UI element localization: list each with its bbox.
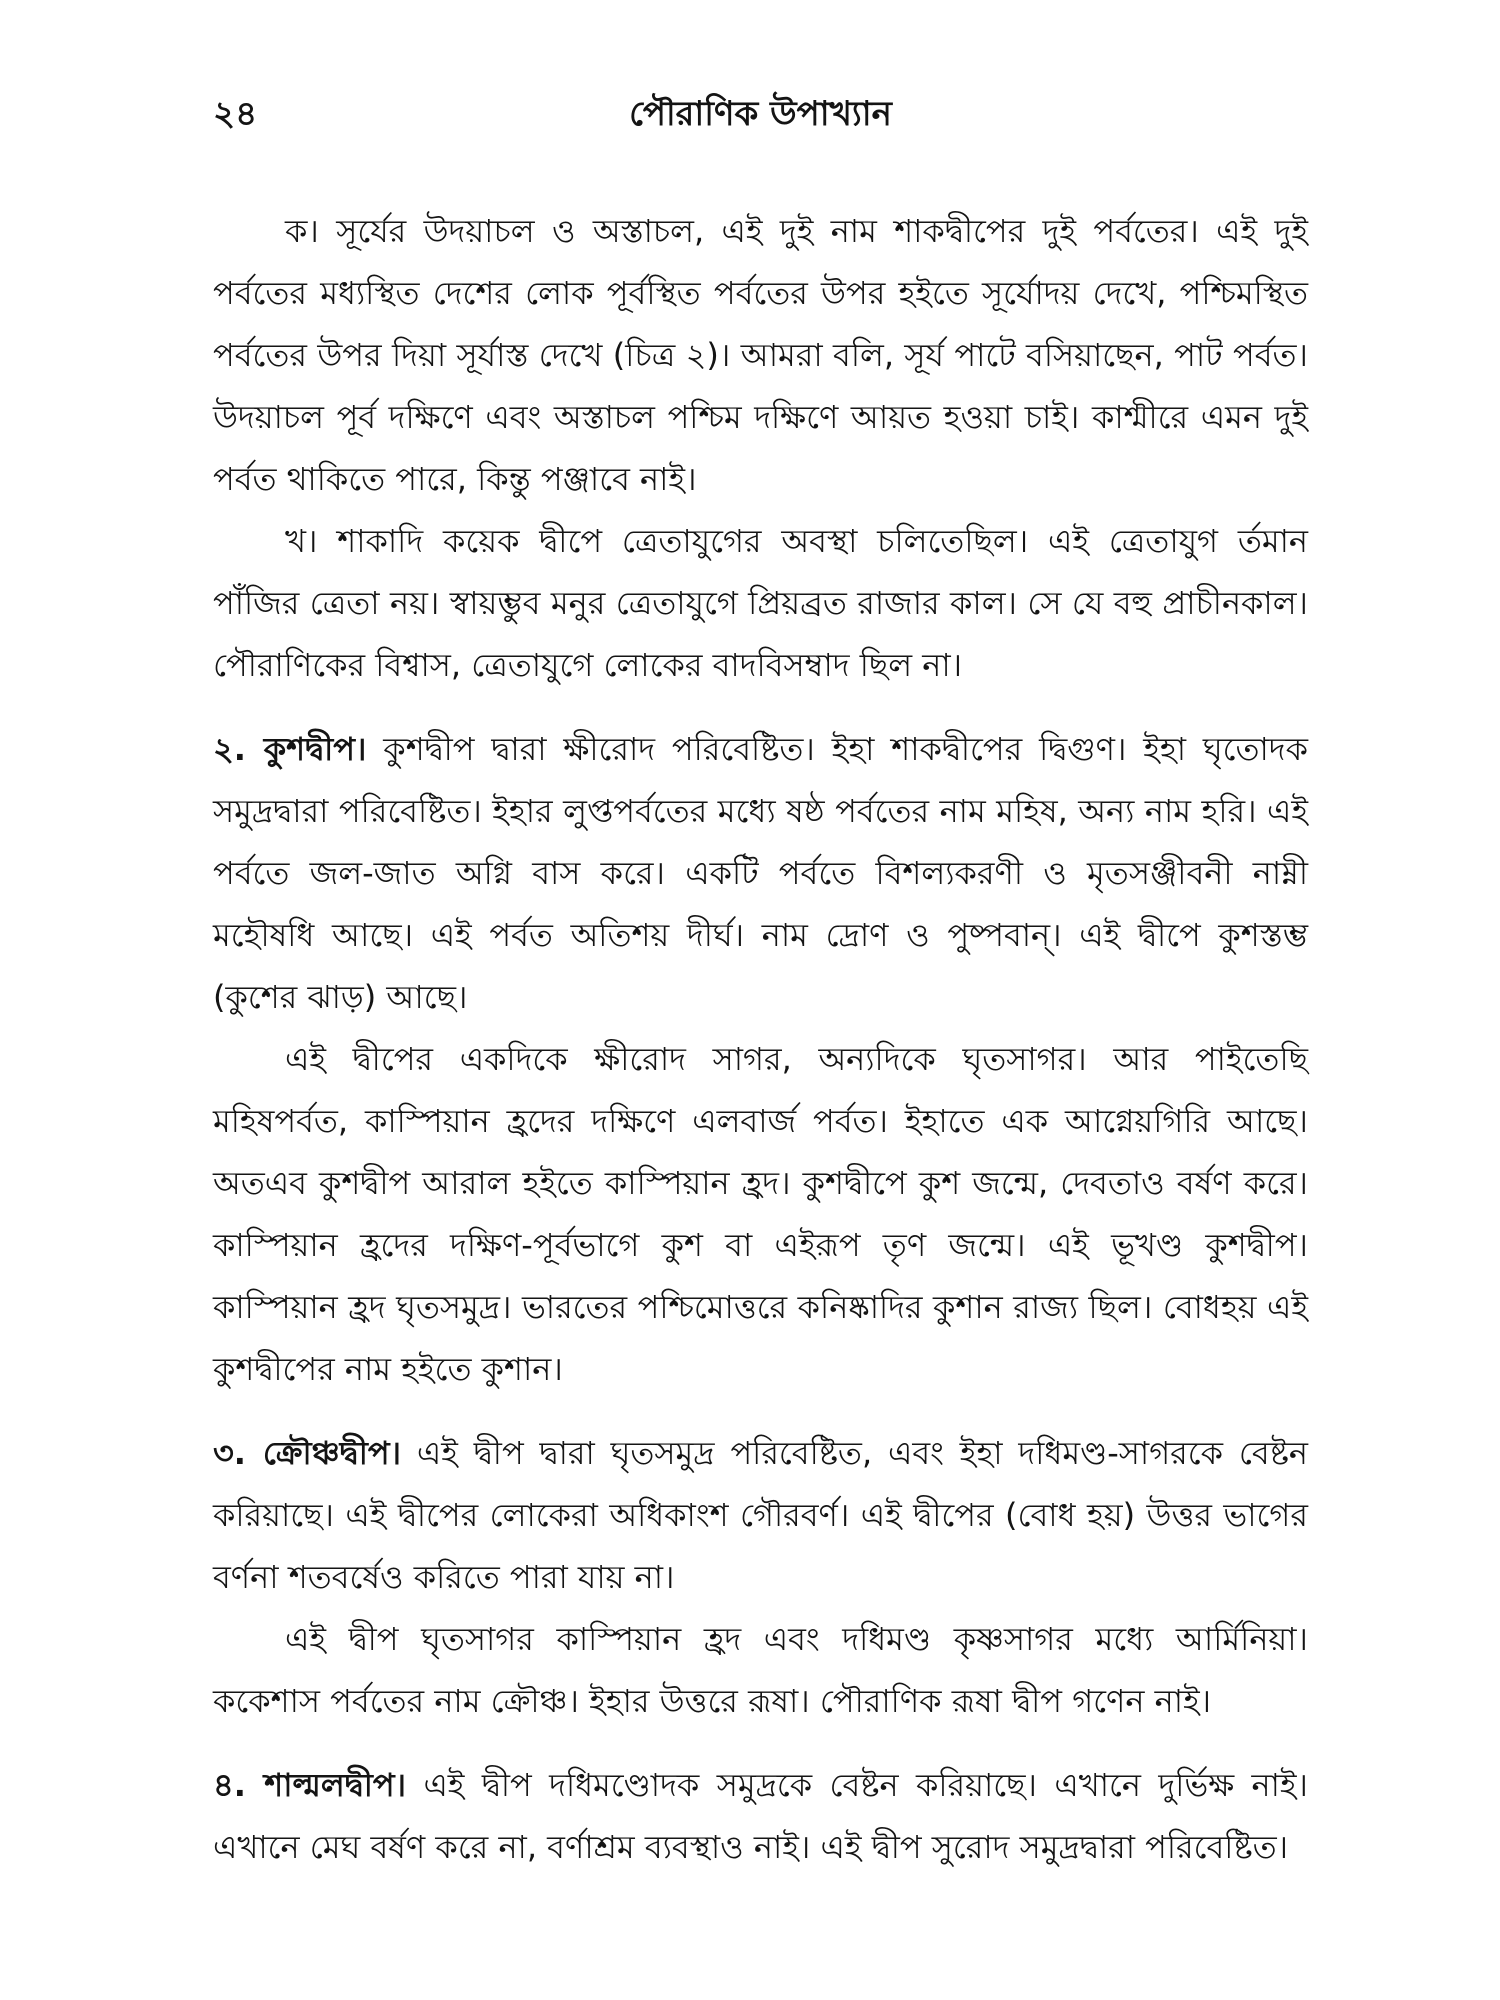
body-text	[213, 200, 1308, 1878]
book-title: পৌরাণিক উপাখ্যান	[629, 94, 892, 134]
section-heading-kraunchadwip: ৩. ক্রৌঞ্চদ্বীপ।	[213, 1434, 402, 1472]
paragraph-ka: ক। সূর্যের উদয়াচল ও অস্তাচল, এই দুই নাম শাকদ্বীপের দুই পর্বতের। এই দুই পর্বতের মধ্যস্থিত দেশের লোক পূর্বস্থিত পর্বতের উপর হইতে সূর্যোদয় দেখে, পশ্চিমস্থিত পর্বতের উপর দিয়া সূর্যাস্ত দেখে (চিত্র ২)। আমরা বলি, সূর্য পাটে বসিয়াছেন, পাট পর্বত। উদয়াচল পূর্ব দক্ষিণে এবং অস্তাচল পশ্চিম দক্ষিণে আয়ত হওয়া চাই। কাশ্মীরে এমন দুই পর্বত থাকিতে পারে, কিন্তু পঞ্জাবে নাই।	[213, 212, 1308, 498]
paragraph-kushadwip-2: এই দ্বীপের একদিকে ক্ষীরোদ সাগর, অন্যদিকে ঘৃতসাগর। আর পাইতেছি মহিষপর্বত, কাস্পিয়ান হ্রদের দক্ষিণে এলবার্জ পর্বত। ইহাতে এক আগ্নেয়গিরি আছে। অতএব কুশদ্বীপ আরাল হইতে কাস্পিয়ান হ্রদ। কুশদ্বীপে কুশ জন্মে, দেবতাও বর্ষণ করে। কাস্পিয়ান হ্রদের দক্ষিণ-পূর্বভাগে কুশ বা এইরূপ তৃণ জন্মে। এই ভূখণ্ড কুশদ্বীপ। কাস্পিয়ান হ্রদ ঘৃতসমুদ্র। ভারতের পশ্চিমোত্তরে কনিষ্কাদির কুশান রাজ্য ছিল। বোধহয় এই কুশদ্বীপের নাম হইতে কুশান।	[213, 1040, 1308, 1388]
section-text-kushadwip: কুশদ্বীপ দ্বারা ক্ষীরোদ পরিবেষ্টিত। ইহা শাকদ্বীপের দ্বিগুণ। ইহা ঘৃতোদক সমুদ্রদ্বারা পরিবেষ্টিত। ইহার লুপ্তপর্বতের মধ্যে ষষ্ঠ পর্বতের নাম মহিষ, অন্য নাম হরি। এই পর্বতে জল-জাত অগ্নি বাস করে। একটি পর্বতে বিশল্যকরণী ও মৃতসঞ্জীবনী নাম্নী মহৌষধি আছে। এই পর্বত অতিশয় দীর্ঘ। নাম দ্রোণ ও পুষ্পবান্। এই দ্বীপে কুশস্তম্ভ (কুশের ঝাড়) আছে।	[213, 730, 1308, 1016]
paragraph-kha: খ। শাকাদি কয়েক দ্বীপে ত্রেতাযুগের অবস্থা চলিতেছিল। এই ত্রেতাযুগ র্তমান পাঁজির ত্রেতা নয়। স্বায়ম্ভুব মনুর ত্রেতাযুগে প্রিয়ব্রত রাজার কাল। সে যে বহু প্রাচীনকাল। পৌরাণিকের বিশ্বাস, ত্রেতাযুগে লোকের বাদবিসম্বাদ ছিল না।	[213, 522, 1308, 684]
section-text-kraunchadwip: এই দ্বীপ দ্বারা ঘৃতসমুদ্র পরিবেষ্টিত, এবং ইহা দধিমণ্ড-সাগরকে বেষ্টন করিয়াছে। এই দ্বীপের লোকেরা অধিকাংশ গৌরবর্ণ। এই দ্বীপের (বোধ হয়) উত্তর ভাগের বর্ণনা শতবর্ষেও করিতে পারা যায় না।	[213, 1434, 1308, 1596]
section-text-shalmaladwip: এই দ্বীপ দধিমণ্ডোদক সমুদ্রকে বেষ্টন করিয়াছে। এখানে দুর্ভিক্ষ নাই। এখানে মেঘ বর্ষণ করে না, বর্ণাশ্রম ব্যবস্থাও নাই। এই দ্বীপ সুরোদ সমুদ্রদ্বারা পরিবেষ্টিত।	[213, 1766, 1308, 1866]
section-heading-kushadwip: ২. কুশদ্বীপ।	[213, 730, 367, 768]
paragraph-kraunchadwip-2: এই দ্বীপ ঘৃতসাগর কাস্পিয়ান হ্রদ এবং দধিমণ্ড কৃষ্ণসাগর মধ্যে আর্মিনিয়া। ককেশাস পর্বতের নাম ক্রৌঞ্চ। ইহার উত্তরে রূষা। পৌরাণিক রূষা দ্বীপ গণেন নাই।	[213, 1620, 1308, 1720]
section-kushadwip	[213, 718, 1308, 1028]
section-heading-shalmaladwip: ৪. শাল্মলদ্বীপ।	[213, 1766, 407, 1804]
section-kraunchadwip	[213, 1422, 1308, 1608]
page-number: ২৪	[213, 94, 258, 134]
section-shalmaladwip	[213, 1754, 1308, 1878]
running-head	[213, 88, 1308, 138]
